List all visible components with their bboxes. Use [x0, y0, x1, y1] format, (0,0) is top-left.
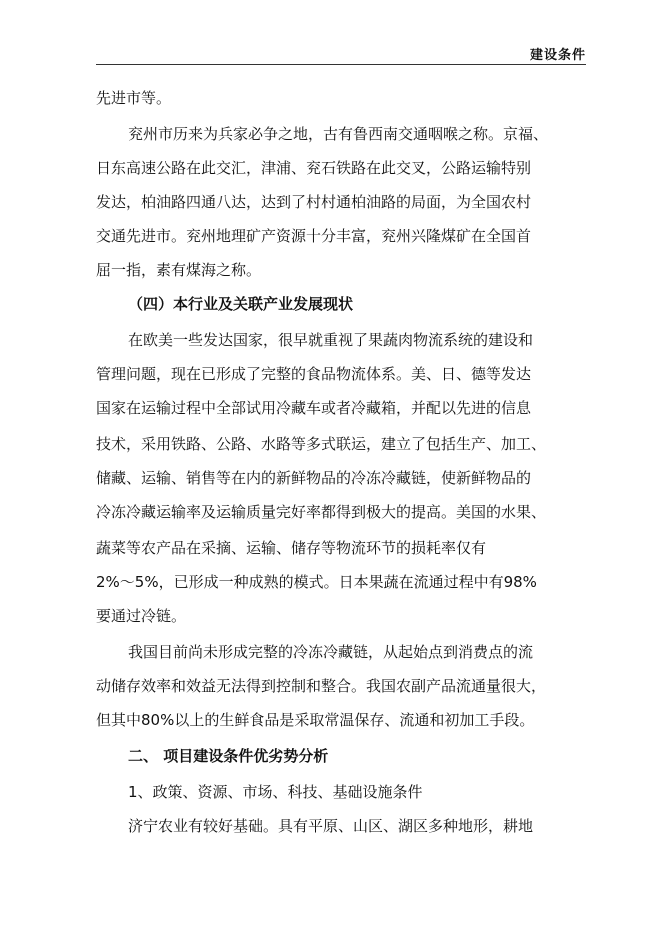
section-heading: （四）本行业及关联产业发展现状	[128, 295, 354, 313]
text-line: 蔬菜等农产品在采摘、运输、储存等物流环节的损耗率仅有	[96, 539, 487, 557]
text-line: 屈一指，素有煤海之称。	[96, 261, 262, 279]
text-line: 冷冻冷藏运输率及运输质量完好率都得到极大的提高。美国的水果、	[96, 503, 547, 521]
text-line: 技术，采用铁路、公路、水路等多式联运，建立了包括生产、加工、	[96, 435, 547, 453]
text-line: 动储存效率和效益无法得到控制和整合。我国农副产品流通量很大，	[96, 677, 547, 695]
text-line: 储藏、运输、销售等在内的新鲜物品的冷冻冷藏链，使新鲜物品的	[96, 469, 532, 487]
subsection-heading: 1、政策、资源、市场、科技、基础设施条件	[128, 783, 423, 801]
running-header-title: 建设条件	[529, 48, 586, 63]
text-line: 日东高速公路在此交汇，津浦、兖石铁路在此交叉，公路运输特别	[96, 159, 532, 177]
text-line: 济宁农业有较好基础。具有平原、山区、湖区多种地形，耕地	[128, 817, 534, 835]
section-heading: 二、 项目建设条件优劣势分析	[128, 747, 329, 765]
text-line: 我国目前尚未形成完整的冷冻冷藏链，从起始点到消费点的流	[128, 643, 534, 661]
text-line: 国家在运输过程中全部试用冷藏车或者冷藏箱，并配以先进的信息	[96, 399, 532, 417]
text-line: 发达，柏油路四通八达，达到了村村通柏油路的局面，为全国农村	[96, 193, 532, 211]
text-line: 管理问题，现在已形成了完整的食品物流体系。美、日、德等发达	[96, 365, 532, 383]
text-line: 2%～5%，已形成一种成熟的模式。日本果蔬在流通过程中有98%	[96, 573, 537, 591]
text-line: 兖州市历来为兵家必争之地，古有鲁西南交通咽喉之称。京福、	[128, 125, 549, 143]
text-line: 交通先进市。兖州地理矿产资源十分丰富，兖州兴隆煤矿在全国首	[96, 227, 532, 245]
text-line: 先进市等。	[96, 89, 172, 107]
text-line: 在欧美一些发达国家，很早就重视了果蔬肉物流系统的建设和	[128, 331, 534, 349]
text-line: 但其中80%以上的生鲜食品是采取常温保存、流通和初加工手段。	[96, 711, 535, 729]
text-line: 要通过冷链。	[96, 607, 187, 625]
header-rule	[96, 64, 586, 65]
